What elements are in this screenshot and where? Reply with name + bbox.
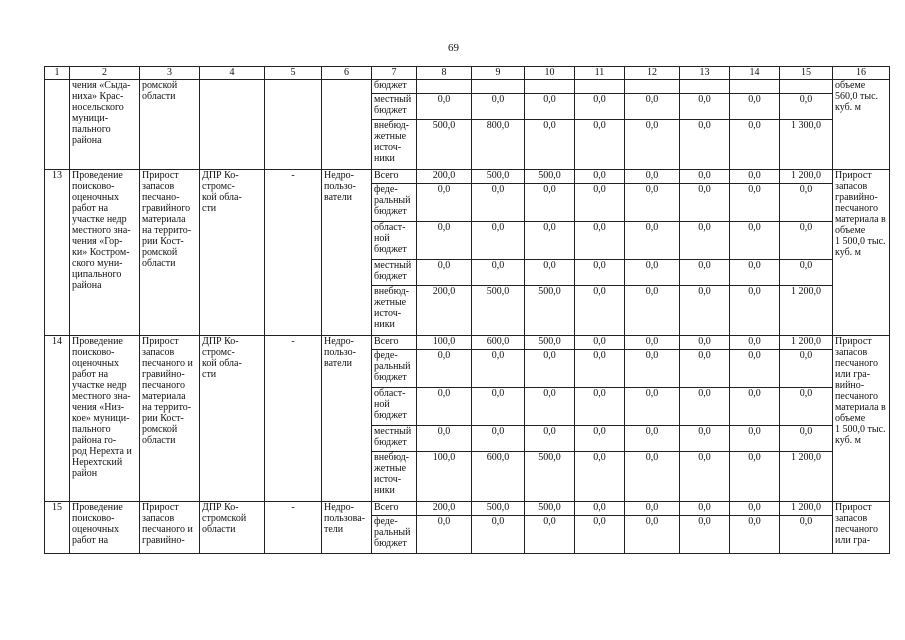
row-number: 13	[45, 170, 70, 336]
funding-value: 0,0	[472, 388, 525, 426]
funding-value: 1 200,0	[780, 286, 833, 336]
funding-value: 0,0	[680, 452, 730, 502]
expected-result: Прирост запасов песчано- гравийного материала на террито- рии Кост- ромской области	[140, 170, 200, 336]
funding-value: 0,0	[472, 516, 525, 554]
funding-value: 0,0	[680, 222, 730, 260]
funding-value: 0,0	[780, 94, 833, 120]
executor: ДПР Ко- стромской области	[200, 502, 265, 554]
funding-value: 0,0	[625, 452, 680, 502]
target-indicator: Прирост запасов песчаного или гра- вийно- песчаного материала в объеме 1 500,0 тыс. куб. м	[833, 336, 890, 502]
funding-value: 0,0	[472, 426, 525, 452]
funding-value: 0,0	[575, 502, 625, 516]
funding-value	[525, 80, 575, 94]
co-executor	[265, 80, 322, 170]
expected-result: Прирост запасов песчаного и гравийно-	[140, 502, 200, 554]
funding-value	[575, 80, 625, 94]
funding-value: 0,0	[575, 516, 625, 554]
column-header-3: 3	[140, 67, 200, 80]
funding-value: 0,0	[525, 120, 575, 170]
funding-value: 0,0	[625, 184, 680, 222]
funding-value: 500,0	[472, 286, 525, 336]
funding-value: 0,0	[417, 94, 472, 120]
funding-value: 0,0	[730, 452, 780, 502]
participants	[322, 80, 372, 170]
funding-value: 0,0	[625, 336, 680, 350]
investment-table	[44, 66, 890, 554]
funding-value: 0,0	[730, 350, 780, 388]
table-row	[45, 336, 890, 350]
measure-name: Проведение поисково- оценочных работ на участке недр местного зна- чения «Низ- кое» муници- пального района го- род Нерехта и Нерехтский район	[70, 336, 140, 502]
column-header-4: 4	[200, 67, 265, 80]
row-number: 14	[45, 336, 70, 502]
participants: Недро- пользова- тели	[322, 502, 372, 554]
co-executor: -	[265, 502, 322, 554]
co-executor: -	[265, 336, 322, 502]
expected-result: ромской области	[140, 80, 200, 170]
funding-value: 0,0	[680, 94, 730, 120]
funding-value: 0,0	[730, 502, 780, 516]
participants: Недро- пользо- ватели	[322, 170, 372, 336]
funding-value: 600,0	[472, 336, 525, 350]
funding-value: 100,0	[417, 452, 472, 502]
funding-value: 0,0	[472, 350, 525, 388]
row-number: 15	[45, 502, 70, 554]
funding-value: 0,0	[575, 260, 625, 286]
funding-source: феде- ральный бюджет	[372, 516, 417, 554]
funding-value: 0,0	[525, 94, 575, 120]
funding-value: 0,0	[680, 286, 730, 336]
funding-value	[472, 80, 525, 94]
funding-value: 0,0	[625, 426, 680, 452]
funding-value: 0,0	[780, 350, 833, 388]
funding-source: внебюд- жетные источ- ники	[372, 120, 417, 170]
funding-value: 0,0	[417, 222, 472, 260]
target-indicator: объеме 560,0 тыс. куб. м	[833, 80, 890, 170]
funding-value: 0,0	[625, 260, 680, 286]
funding-value: 0,0	[525, 222, 575, 260]
funding-value: 0,0	[780, 426, 833, 452]
table-row	[45, 502, 890, 516]
funding-value: 0,0	[417, 184, 472, 222]
column-header-1: 1	[45, 67, 70, 80]
funding-value: 500,0	[525, 502, 575, 516]
funding-value: 0,0	[730, 260, 780, 286]
funding-value: 0,0	[525, 184, 575, 222]
funding-value: 0,0	[575, 388, 625, 426]
funding-value: 0,0	[625, 222, 680, 260]
column-header-11: 11	[575, 67, 625, 80]
funding-value: 0,0	[730, 94, 780, 120]
funding-value: 0,0	[625, 120, 680, 170]
funding-source: Всего	[372, 502, 417, 516]
funding-value: 500,0	[417, 120, 472, 170]
funding-source: Всего	[372, 336, 417, 350]
funding-value: 0,0	[575, 452, 625, 502]
funding-value: 0,0	[417, 426, 472, 452]
funding-value: 0,0	[417, 388, 472, 426]
funding-value: 800,0	[472, 120, 525, 170]
funding-value: 200,0	[417, 286, 472, 336]
column-header-6: 6	[322, 67, 372, 80]
funding-value: 0,0	[730, 516, 780, 554]
participants: Недро- пользо- ватели	[322, 336, 372, 502]
funding-value: 0,0	[625, 94, 680, 120]
column-header-16: 16	[833, 67, 890, 80]
funding-value: 0,0	[730, 336, 780, 350]
executor: ДПР Ко- стромс- кой обла- сти	[200, 336, 265, 502]
funding-value: 0,0	[680, 336, 730, 350]
funding-value: 200,0	[417, 502, 472, 516]
funding-source: бюджет	[372, 80, 417, 94]
column-header-7: 7	[372, 67, 417, 80]
funding-value: 0,0	[472, 260, 525, 286]
funding-value: 1 200,0	[780, 336, 833, 350]
funding-value: 500,0	[525, 452, 575, 502]
funding-value: 1 300,0	[780, 120, 833, 170]
funding-source: феде- ральный бюджет	[372, 184, 417, 222]
column-header-2: 2	[70, 67, 140, 80]
funding-value: 0,0	[730, 120, 780, 170]
funding-value: 0,0	[625, 388, 680, 426]
executor	[200, 80, 265, 170]
measure-name: Проведение поисково- оценочных работ на участке недр местного зна- чения «Гор- ки» Костром- ского муни- ципального района	[70, 170, 140, 336]
row-number	[45, 80, 70, 170]
funding-value: 0,0	[625, 516, 680, 554]
funding-value: 0,0	[680, 502, 730, 516]
funding-value: 0,0	[625, 350, 680, 388]
funding-value	[417, 80, 472, 94]
column-header-12: 12	[625, 67, 680, 80]
measure-name: Проведение поисково- оценочных работ на	[70, 502, 140, 554]
funding-value: 500,0	[525, 170, 575, 184]
funding-value: 0,0	[680, 170, 730, 184]
funding-value: 0,0	[625, 170, 680, 184]
funding-value: 0,0	[525, 260, 575, 286]
column-header-15: 15	[780, 67, 833, 80]
funding-value: 1 200,0	[780, 502, 833, 516]
funding-value: 500,0	[525, 336, 575, 350]
column-header-14: 14	[730, 67, 780, 80]
page-number: 69	[448, 42, 459, 54]
funding-value: 0,0	[472, 94, 525, 120]
funding-value: 0,0	[780, 516, 833, 554]
funding-value	[730, 80, 780, 94]
funding-value: 0,0	[575, 336, 625, 350]
column-header-13: 13	[680, 67, 730, 80]
funding-value: 0,0	[780, 388, 833, 426]
funding-value: 1 200,0	[780, 452, 833, 502]
funding-value: 0,0	[575, 350, 625, 388]
funding-value: 0,0	[680, 350, 730, 388]
funding-value	[780, 80, 833, 94]
funding-value: 200,0	[417, 170, 472, 184]
funding-source: местный бюджет	[372, 94, 417, 120]
funding-value: 100,0	[417, 336, 472, 350]
funding-value: 1 200,0	[780, 170, 833, 184]
funding-value: 600,0	[472, 452, 525, 502]
column-header-8: 8	[417, 67, 472, 80]
funding-value: 0,0	[417, 516, 472, 554]
header-row	[45, 67, 890, 80]
funding-value: 0,0	[780, 184, 833, 222]
funding-value: 0,0	[730, 388, 780, 426]
funding-source: местный бюджет	[372, 260, 417, 286]
funding-value: 0,0	[680, 184, 730, 222]
funding-value: 0,0	[417, 260, 472, 286]
funding-source: внебюд- жетные источ- ники	[372, 286, 417, 336]
funding-value: 0,0	[730, 170, 780, 184]
funding-value: 0,0	[730, 184, 780, 222]
funding-source: Всего	[372, 170, 417, 184]
funding-source: внебюд- жетные источ- ники	[372, 452, 417, 502]
funding-value: 0,0	[780, 222, 833, 260]
column-header-9: 9	[472, 67, 525, 80]
funding-value: 0,0	[417, 350, 472, 388]
funding-value: 500,0	[472, 502, 525, 516]
funding-source: феде- ральный бюджет	[372, 350, 417, 388]
funding-value: 0,0	[525, 350, 575, 388]
funding-value: 0,0	[625, 502, 680, 516]
expected-result: Прирост запасов песчаного и гравийно- песчаного материала на террито- рии Кост- ромской области	[140, 336, 200, 502]
funding-value: 0,0	[680, 120, 730, 170]
funding-value: 0,0	[472, 184, 525, 222]
funding-source: област- ной бюджет	[372, 388, 417, 426]
executor: ДПР Ко- стромс- кой обла- сти	[200, 170, 265, 336]
funding-value	[680, 80, 730, 94]
funding-value: 0,0	[575, 94, 625, 120]
table-row	[45, 80, 890, 94]
funding-source: местный бюджет	[372, 426, 417, 452]
column-header-5: 5	[265, 67, 322, 80]
funding-value: 0,0	[680, 260, 730, 286]
funding-value: 500,0	[472, 170, 525, 184]
funding-value: 0,0	[525, 516, 575, 554]
target-indicator: Прирост запасов песчаного или гра-	[833, 502, 890, 554]
funding-value: 0,0	[525, 388, 575, 426]
funding-source: област- ной бюджет	[372, 222, 417, 260]
funding-value: 0,0	[575, 170, 625, 184]
funding-value: 0,0	[575, 426, 625, 452]
funding-value: 0,0	[575, 120, 625, 170]
column-header-10: 10	[525, 67, 575, 80]
funding-value: 0,0	[575, 184, 625, 222]
funding-value: 0,0	[680, 426, 730, 452]
funding-value: 0,0	[525, 426, 575, 452]
funding-value: 0,0	[730, 222, 780, 260]
table-row	[45, 170, 890, 184]
funding-value: 0,0	[575, 286, 625, 336]
funding-value: 0,0	[625, 286, 680, 336]
funding-value: 0,0	[780, 260, 833, 286]
funding-value: 0,0	[680, 516, 730, 554]
funding-value: 0,0	[472, 222, 525, 260]
funding-value	[625, 80, 680, 94]
funding-value: 0,0	[575, 222, 625, 260]
funding-value: 500,0	[525, 286, 575, 336]
funding-value: 0,0	[680, 388, 730, 426]
funding-value: 0,0	[730, 426, 780, 452]
funding-value: 0,0	[730, 286, 780, 336]
co-executor: -	[265, 170, 322, 336]
measure-name: чения «Сыда- ниха» Крас- носельского муници- пального района	[70, 80, 140, 170]
target-indicator: Прирост запасов гравийно- песчаного материала в объеме 1 500,0 тыс. куб. м	[833, 170, 890, 336]
